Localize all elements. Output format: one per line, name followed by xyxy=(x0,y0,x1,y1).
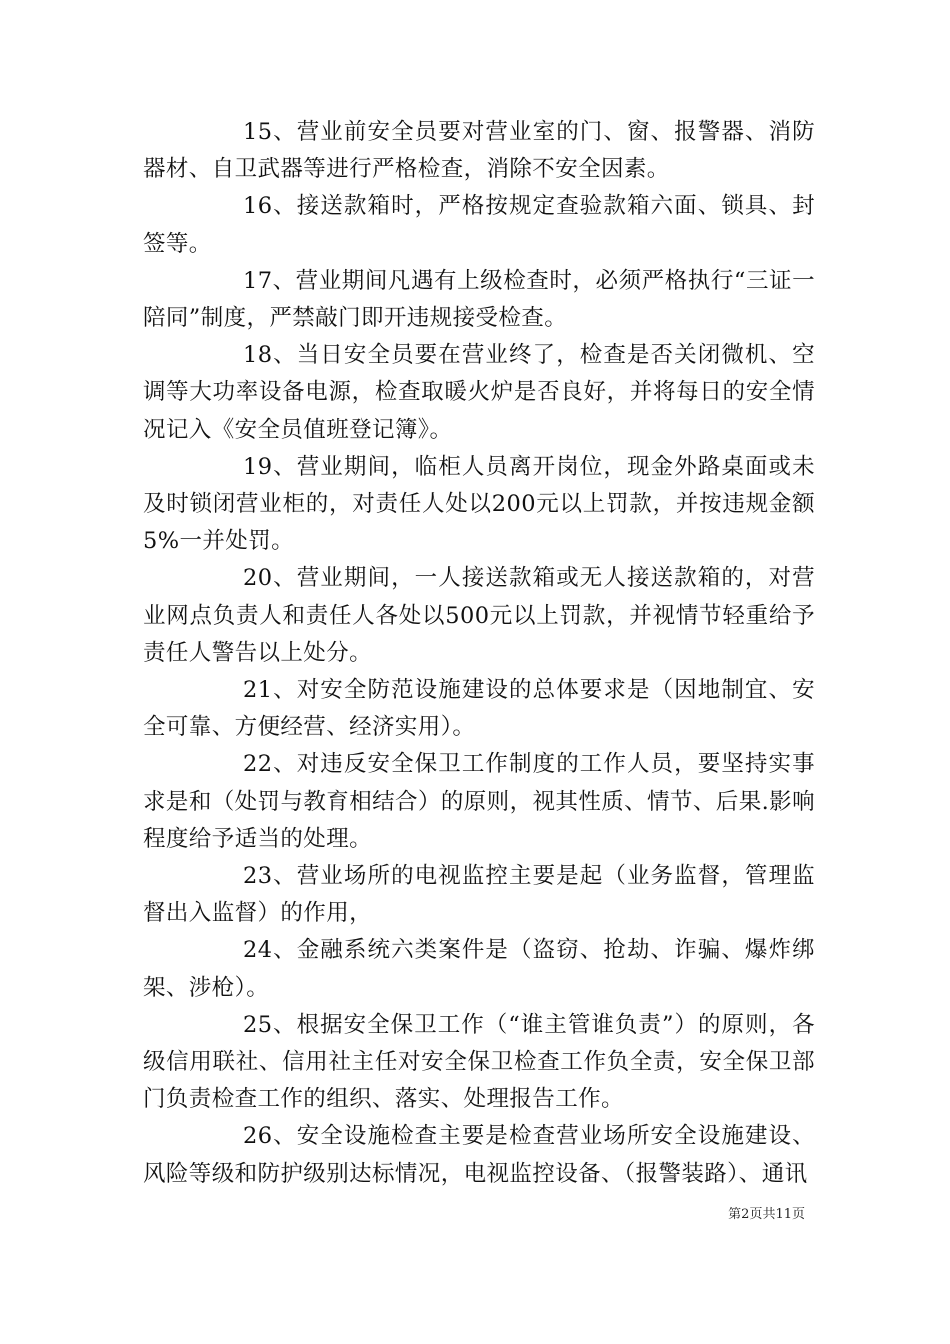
paragraph-16: 16、接送款箱时，严格按规定查验款箱六面、锁具、封签等。 xyxy=(143,193,815,257)
paragraph-21: 21、对安全防范设施建设的总体要求是（因地制宜、安全可靠、方便经营、经济实用）。 xyxy=(143,677,815,741)
paragraph-26: 26、安全设施检查主要是检查营业场所安全设施建设、风险等级和防护级别达标情况，电视监控设备、（报警装路）、通讯 xyxy=(143,1123,815,1187)
paragraph-23: 23、营业场所的电视监控主要是起（业务监督，管理监督出入监督）的作用， xyxy=(143,863,815,927)
paragraph-20: 20、营业期间，一人接送款箱或无人接送款箱的，对营业网点负责人和责任人各处以500元以上罚款，并视情节轻重给予责任人警告以上处分。 xyxy=(143,565,815,666)
paragraph-22: 22、对违反安全保卫工作制度的工作人员，要坚持实事求是和（处罚与教育相结合）的原则，视其性质、情节、后果.影响程度给予适当的处理。 xyxy=(143,751,815,852)
paragraph-25: 25、根据安全保卫工作（“谁主管谁负责”）的原则，各级信用联社、信用社主任对安全保卫检查工作负全责，安全保卫部门负责检查工作的组织、落实、处理报告工作。 xyxy=(143,1011,815,1113)
paragraph-18: 18、当日安全员要在营业终了，检查是否关闭微机、空调等大功率设备电源，检查取暖火炉是否良好，并将每日的安全情况记入《安全员值班登记簿》。 xyxy=(143,342,815,443)
paragraph-19: 19、营业期间，临柜人员离开岗位，现金外路桌面或未及时锁闭营业柜的，对责任人处以200元以上罚款，并按违规金额5%一并处罚。 xyxy=(143,453,815,555)
document-body xyxy=(143,114,815,1193)
paragraph-17: 17、营业期间凡遇有上级检查时，必须严格执行“三证一陪同”制度，严禁敲门即开违规接受检查。 xyxy=(143,267,815,332)
paragraph-24: 24、金融系统六类案件是（盗窃、抢劫、诈骗、爆炸绑架、涉枪）。 xyxy=(143,937,815,1001)
paragraph-15: 15、营业前安全员要对营业室的门、窗、报警器、消防器材、自卫武器等进行严格检查，消除不安全因素。 xyxy=(143,119,815,183)
page-number-footer: 第2页共11页 xyxy=(728,1207,805,1222)
